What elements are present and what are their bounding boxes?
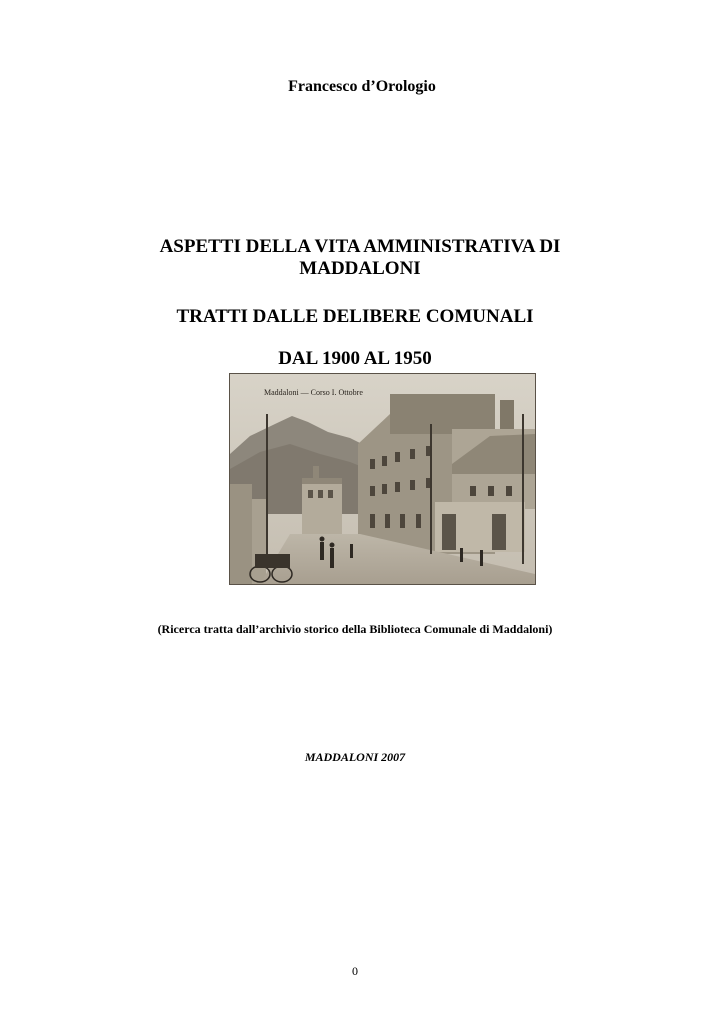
- place-and-year: MADDALONI 2007: [304, 750, 406, 764]
- author-name: Francesco d’Orologio: [288, 78, 436, 95]
- photo-illustration: [230, 374, 535, 584]
- document-title: [110, 236, 610, 280]
- document-subtitle: TRATTI DALLE DELIBERE COMUNALI: [176, 306, 534, 327]
- page-number: 0: [352, 964, 358, 978]
- title-line-2: MADDALONI: [299, 258, 421, 279]
- date-range: DAL 1900 AL 1950: [278, 348, 432, 369]
- photo-caption: Maddaloni — Corso I. Ottobre: [264, 388, 363, 397]
- historic-street-photo: [229, 373, 536, 585]
- title-line-1: ASPETTI DELLA VITA AMMINISTRATIVA DI: [159, 236, 561, 257]
- research-source-caption: (Ricerca tratta dall’archivio storico della Biblioteca Comunale di Maddaloni): [157, 622, 553, 636]
